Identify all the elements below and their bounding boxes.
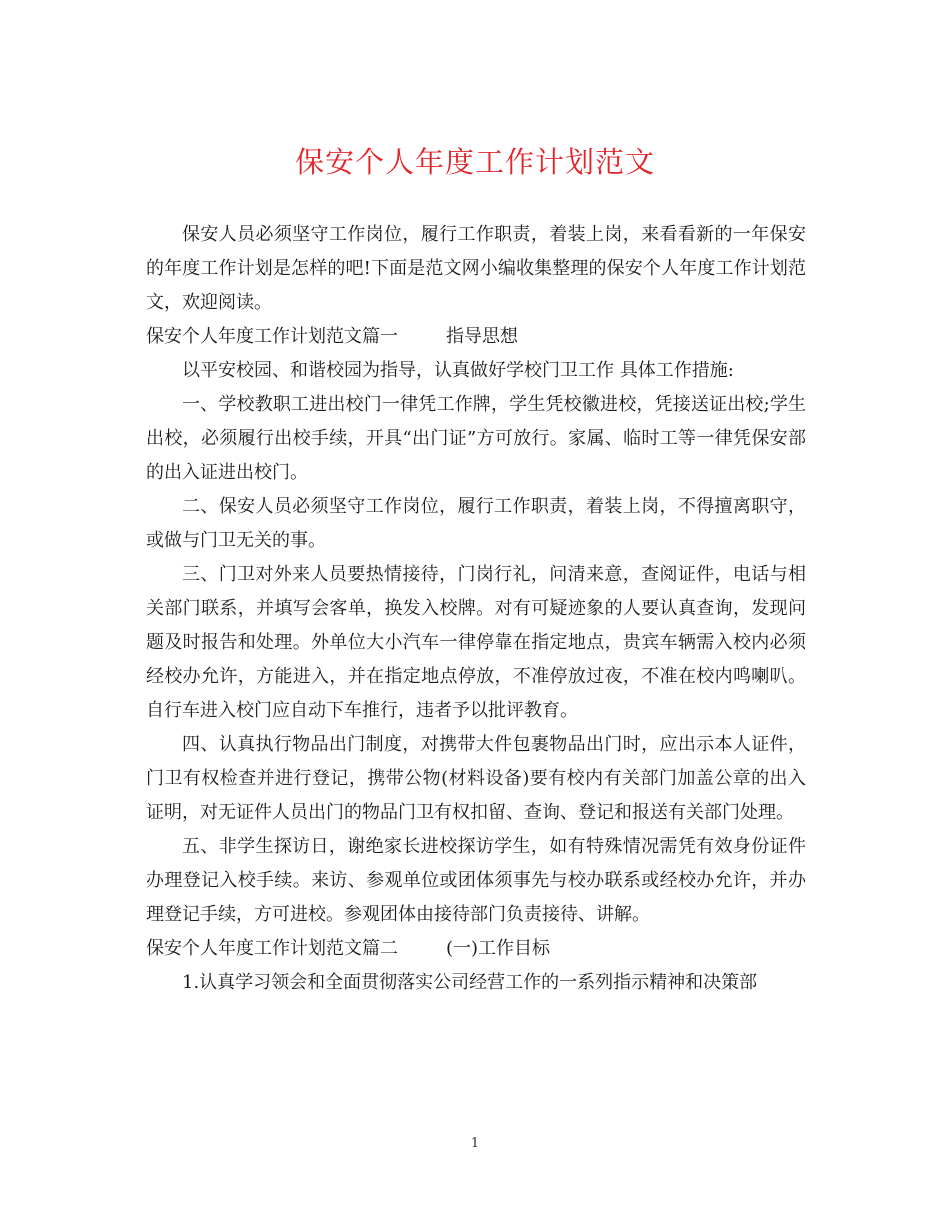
page-number: 1 [470,1136,480,1151]
section-heading-2-title: 保安个人年度工作计划范文篇二 [146,938,398,959]
section-heading-1-sub: 指导思想 [446,326,518,347]
intro-paragraph: 保安人员必须坚守工作岗位，履行工作职责，着装上岗，来看看新的一年保安的年度工作计划是怎样的吧!下面是范文网小编收集整理的保安个人年度工作计划范文，欢迎阅读。 [146,224,806,313]
measure-item-4: 四、认真执行物品出门制度，对携带大件包裹物品出门时，应出示本人证件，门卫有权检查并进行登记，携带公物(材料设备)要有校内有关部门加盖公章的出入证明，对无证件人员出门的物品门卫有权扣留、查询、登记和报送有关部门处理。 [146,734,806,823]
goal-paragraph-1: 1.认真学习领会和全面贯彻落实公司经营工作的一系列指示精神和决策部 [182,972,758,993]
section-heading-2 [146,932,806,966]
measure-item-5: 五、非学生探访日，谢绝家长进校探访学生，如有特殊情况需凭有效身份证件办理登记入校手续。来访、参观单位或团体须事先与校办联系或经校办允许，并办理登记手续，方可进校。参观团体由接待部门负责接待、讲解。 [146,836,806,925]
measure-item-2: 二、保安人员必须坚守工作岗位，履行工作职责，着装上岗，不得擅离职守，或做与门卫无关的事。 [146,496,806,551]
measure-item-3: 三、门卫对外来人员要热情接待，门岗行礼，问清来意，查阅证件，电话与相关部门联系，并填写会客单，换发入校牌。对有可疑迹象的人要认真查询，发现问题及时报告和处理。外单位大小汽车一律停靠在指定地点，贵宾车辆需入校内必须经校办允许，方能进入，并在指定地点停放，不准停放过夜，不准在校内鸣喇叭。自行车进入校门应自动下车推行，违者予以批评教育。 [146,564,806,721]
document-body [146,218,806,1000]
section-heading-1 [146,320,806,354]
document-title: 保安个人年度工作计划范文 [294,145,655,179]
section-heading-1-title: 保安个人年度工作计划范文篇一 [146,326,398,347]
measure-item-1: 一、学校教职工进出校门一律凭工作牌，学生凭校徽进校，凭接送证出校;学生出校，必须履行出校手续，开具“出门证”方可放行。家属、临时工等一律凭保安部的出入证进出校门。 [146,394,806,483]
section-heading-2-sub: (一)工作目标 [446,938,551,959]
guideline-paragraph: 以平安校园、和谐校园为指导，认真做好学校门卫工作 具体工作措施: [182,360,734,381]
